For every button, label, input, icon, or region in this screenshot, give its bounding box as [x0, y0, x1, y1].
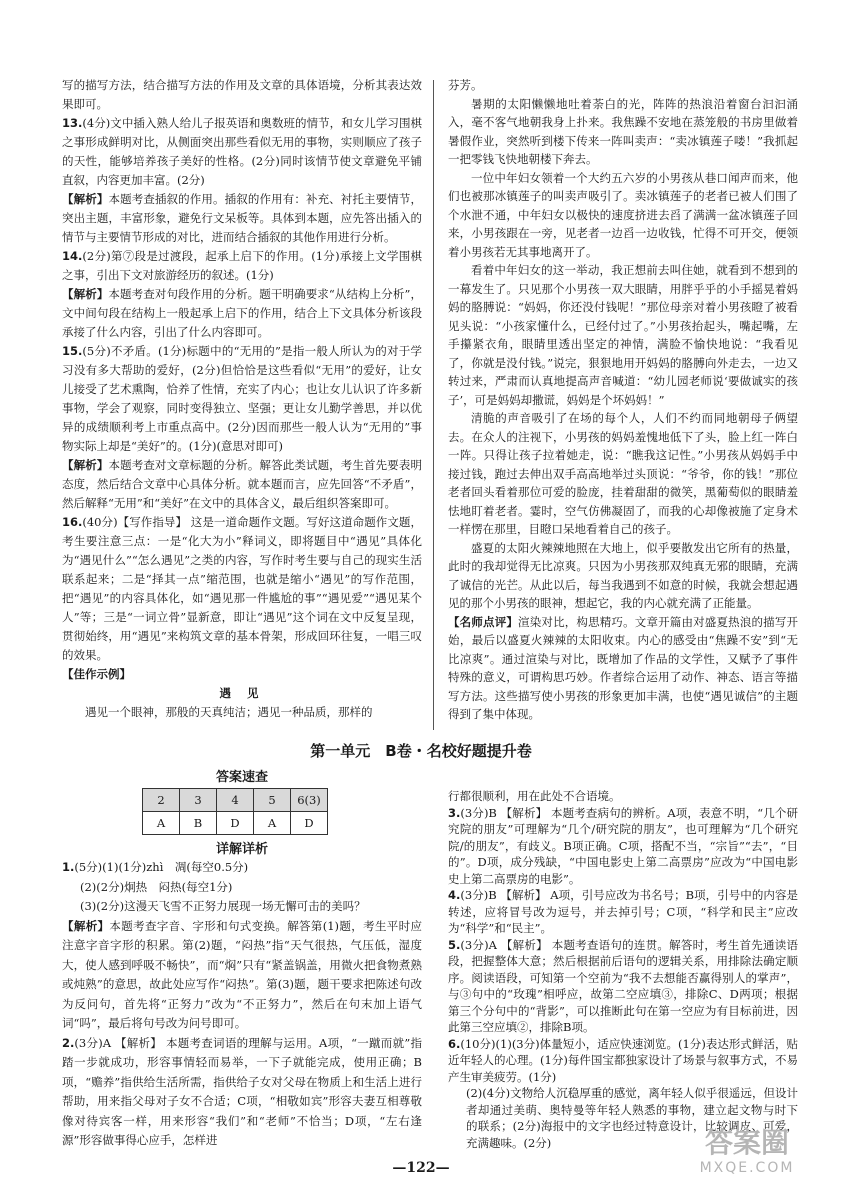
answer-item	[62, 456, 422, 513]
answer-item	[62, 247, 422, 285]
answer-item	[62, 878, 422, 898]
left-column-top	[62, 76, 422, 722]
answer-item	[62, 190, 422, 247]
right-column-top	[448, 76, 798, 724]
answer-text: 本题考查对文章标题的分析。解答此类试题，考生首先要表明态度，然后结合文章中心具体分析。就本题而言，应先回答“不矛盾”，然后解释“无用”和“美好”在文中的具体含义，最后组织答案即可。	[62, 458, 422, 510]
answer-text: (3)(2分)这漫天飞雪不正努力展现一场无懈可击的美吗？	[80, 899, 366, 913]
question-number: 5.	[448, 937, 461, 952]
essay-paragraph: 一位中年妇女领着一个大约五六岁的小男孩从巷口闻声而来，他们也被那冰镇莲子的叫卖声吸引了。卖冰镇莲子的老者已被人们围了个水泄不通，中年妇女以极快的速度挤进去舀了满满一盆冰镇莲子回来，小男孩跟在一旁，见老者一边舀一边收钱，忙得不可开交，便领着小男孩若无其事地离开了。	[448, 170, 798, 259]
answer-text: (5分)(1)(1分)zhì 凋(每空0.5分)	[74, 860, 249, 874]
answer-table-number: 3	[180, 789, 217, 812]
answer-table-number: 5	[254, 789, 291, 812]
watermark-small-text: MXQE.COM	[699, 1160, 795, 1176]
answer-table	[142, 788, 328, 835]
answer-item	[62, 1034, 422, 1151]
answer-text: 本题考查对句段作用的分析。题干明确要求“从结构上分析”，文中间句段在结构上一般起承上启下的作用，结合上下文具体分析该段承接了什么内容，引出了什么内容即可。	[62, 287, 422, 339]
answer-item	[62, 285, 422, 342]
answer-text: (3分)A 【解析】 本题考查语句的连贯。解答时，考生首先通读语段，把握整体大意；然后根据前后语句的逻辑关系，用排除法确定顺序。阅读语段，可知第一个空前为“我不去想能否赢得别人的掌声”，与③句中的“玫瑰”相呼应，故第二空应填③，排除C、D两项；根据第三个分句中的“背影”，可以推断此句在第一空应为有目标前进，因此第三空应填②，排除B项。	[448, 937, 798, 1034]
answer-text: (2)(4分)文物给人沉稳厚重的感觉，离年轻人似乎很遥远，但设计者却通过美萌、奥特曼等年轻人熟悉的事物，建立起文物与时下的联系；(2分)海报中的文字也经过特意设计，比较调皮、可爱，充满趣味。(2分)	[466, 1086, 798, 1150]
watermark-big-text: 答案圈	[704, 1126, 789, 1159]
answer-table-answer: D	[217, 812, 254, 835]
answer-table-number: 4	[217, 789, 254, 812]
essay-paragraph: 盛夏的太阳火辣辣地照在大地上，似乎要散发出它所有的热量，此时的我却觉得无比凉爽。只因为小男孩那双纯真无邪的眼睛，充满了诚信的光芒。从此以后，每当我遇到不如意的时候，我就会想起遇见的那个小男孩的眼神，想起它，我的内心就充满了正能量。	[448, 540, 798, 610]
answer-text: (3分)B 【解析】 本题考查病句的辨析。A项，表意不明，“几个研究院的朋友”可理解为“几个/研究院的朋友”，也可理解为“几个研究院/的朋友”，有歧义。B项正确。C项，搭配不当，“宗旨”“去”，“目的”。D项，成分残缺，“中国电影史上第二高票房”应改为“中国电影史上第二高票房的电影”。	[448, 805, 798, 886]
answer-item	[448, 788, 798, 805]
teacher-comment	[448, 613, 798, 724]
essay-paragraph: 芬芳。	[448, 78, 483, 92]
question-number: 14.	[62, 249, 83, 263]
comment-tag: 【名师点评】	[448, 614, 519, 629]
answer-item	[448, 1036, 798, 1086]
example-label: 【佳作示例】	[62, 667, 131, 681]
answer-item	[62, 513, 422, 665]
unit-title: 第一单元 B卷・名校好题提升卷	[310, 742, 532, 760]
answer-text: 行都很顺利，用在此处不合语境。	[448, 789, 621, 803]
answer-quick-check-heading: 答案速查	[215, 770, 268, 785]
answer-table-number: 6(3)	[291, 789, 328, 812]
analysis-tag: 【解析】	[62, 458, 109, 472]
answer-text: (2)(2分)炯热 闷热(每空1分)	[80, 879, 233, 894]
question-number: 15.	[62, 344, 83, 358]
answer-text: 本题考查字音、字形和句式变换。解答第(1)题，考生平时应注意字音字形的积累。第(2)题，“闷热”指“天气很热，气压低，湿度大，使人感到呼吸不畅快”，而“焖”只有“紧盖锅盖，用微火把食物煮熟或炖熟”的意思，故此处应写作“闷热”。第(3)题，题干要求把陈述句改为反问句，首先将“正努力”改为“不正努力”，然后在句末加上语气词“吗”，最后将句号改为问号即可。	[62, 918, 423, 1030]
answer-table-answers-row	[143, 812, 328, 835]
question-number: 1.	[62, 860, 75, 874]
answer-text: 本题考查插叙的作用。插叙的作用有：补充、衬托主要情节，突出主题，丰富形象，避免行文呆板等。具体到本题，应先答出插入的情节与主要情节形成的对比，进而结合插叙的其他作用进行分析。	[62, 192, 422, 244]
question-number: 13.	[62, 116, 83, 130]
answer-item	[62, 858, 422, 878]
answer-text: (10分)(1)(3分)体量短小，适应快速浏览。(1分)表达形式鲜活，贴近年轻人的心理。(1分)每件国宝都独家设计了场景与叙事方式，不易产生审美疲劳。(1分)	[448, 1036, 798, 1084]
answer-item	[62, 114, 422, 190]
comment-text: 渲染对比，构思精巧。文章开篇由对盛夏热浪的描写开始，最后以盛夏火辣辣的太阳收束。内心的感受由“焦躁不安”到“无比凉爽”。通过渲染与对比，既增加了作品的文学性，又赋予了事件特殊的意义，可谓构思巧妙。作者综合运用了动作、神态、语言等描写方法。这些描写使小男孩的形象更加丰满，也使“遇见诚信”的主题得到了集中体现。	[448, 614, 799, 721]
analysis-tag: 【解析】	[62, 192, 109, 206]
essay-paragraph: 看着中年妇女的这一举动，我正想前去叫住她，就看到不想到的一幕发生了。只见那个小男孩一双大眼睛，用胖乎乎的小手摇晃着妈妈的胳膊说：“妈妈，你还没付钱呢！”那位母亲对着小男孩瞪了被看见头说：“小孩家懂什么，已经付过了。”小男孩抬起头，嘴起嘴，左手攥紧衣角，眼睛里透出坚定的神情，满脸不愉快地说：“我看见了，你就是没付钱。”说完，狠狠地用开妈妈的胳膊向外走去，一边又转过来，严肃而认真地提高声音喊道：“幼儿园老师说‘要做诚实的孩子’，可是妈妈却撒谎，妈妈是个坏妈妈！”	[448, 263, 798, 407]
answer-text: (2分)第⑦段是过渡段，起承上启下的作用。(1分)承接上文学围棋之事，引出下文对旅游经历的叙述。(1分)	[62, 249, 422, 282]
answer-table-answer: A	[143, 812, 180, 835]
question-number: 4.	[448, 888, 461, 902]
answer-table-answer: A	[254, 812, 291, 835]
answer-text: (5分)不矛盾。(1分)标题中的“无用的”是指一般人所认为的对于学习没有多大帮助的爱好，(2分)但恰恰是这些看似“无用”的爱好，让女儿接受了艺术熏陶，恰养了性情，充实了内心；也让女儿认识了许多新事物，学会了观察，同时变得独立、坚强；更让女儿勤学善思，并以优异的成绩顺利考上市重点高中。(2分)因而那些一般人认为“无用的”事物实际上却是“美好”的。(1分)(意思对即可)	[62, 344, 422, 453]
answer-table-answer: B	[180, 812, 217, 835]
answer-text: (3分)B 【解析】 A项，引号应改为书名号；B项，引号中的内容是转述，应将冒号改为逗号，并去掉引号；C项，“科学和民主”应改为“科学”和“民主”。	[448, 888, 798, 935]
answer-item	[62, 76, 422, 114]
answer-item	[448, 937, 798, 1036]
answer-table-answer: D	[291, 812, 328, 835]
answer-text: (3分)A 【解析】 本题考查词语的理解与运用。A项，“一蹴而就”指踏一步就成功，形容事情轻而易举，一下子就能完成，使用正确；B项，“赡养”指供给生活所需，指供给子女对父母在物质上和生活上进行帮助，用来指父母对子女不合适；C项，“相敬如宾”形容夫妻互相尊敬像对待宾客一样，用来形容“我们”和“老师”不恰当；D项，“左右逢源”形容做事得心应手，怎样进	[62, 1035, 422, 1147]
answer-table-numbers-row	[143, 789, 328, 812]
watermark-logo	[692, 1126, 802, 1186]
answer-text: (4分)文中插入熟人给儿子报英语和奥数班的情节，和女儿学习围棋之事形成鲜明对比，从侧面突出那些看似无用的事物，实则顺应了孩子的天性，能够培养孩子美好的性格。(2分)同时该情节使文章避免平铺直叙，内容更加丰富。(2分)	[62, 116, 422, 187]
essay-paragraph: 暑期的太阳懒懒地吐着荼白的光，阵阵的热浪沿着窗台汩汩涌入，毫不客气地朝我身上扑来。我焦躁不安地在蒸笼般的书房里做着暑假作业，突然听到楼下传来一阵叫卖声：“卖冰镇莲子喽！”我抓起一把零钱飞快地朝楼下奔去。	[448, 96, 798, 166]
analysis-tag: 【解析】	[62, 287, 109, 301]
question-number: 16.	[62, 515, 83, 529]
answer-item	[62, 342, 422, 456]
question-number: 3.	[448, 805, 461, 820]
essay-title: 遇 见	[219, 686, 265, 700]
answer-item	[62, 917, 422, 1034]
answer-text: (40分)【写作指导】 这是一道命题作文题。写好这道命题作文题，考生要注意三点：一是“化大为小”释词义，即将题目中“遇见”具体化为“遇见什么”“怎么遇见”之类的内容，写作时考生要与自己的现实生活联系起来；二是“择其一点”缩范围，也就是缩小“遇见”的写作范围，把“遇见”的内容具体化，如“遇见那一件尴尬的事”“遇见爱”“遇见某个人”等；三是“一词立骨”显新意，即让“遇见”这个词在文中反复呈现，贯彻始终，用“遇见”来构筑文章的基本骨架，形成回环往复，一唱三叹的效果。	[62, 515, 422, 662]
answer-item	[448, 805, 798, 888]
question-number: 6.	[448, 1036, 461, 1051]
page-number: —122—	[392, 1160, 450, 1176]
answer-text: 写的描写方法，结合描写方法的作用及文章的具体语境，分析其表达效果即可。	[62, 78, 422, 111]
analysis-tag: 【解析】	[62, 918, 110, 933]
answer-item	[448, 887, 798, 937]
left-column-bottom	[62, 858, 422, 1151]
question-number: 2.	[62, 1035, 75, 1050]
answer-item	[62, 897, 422, 917]
right-column-bottom	[448, 788, 798, 1151]
essay-paragraph: 清脆的声音吸引了在场的每个人，人们不约而同地朝母子俩望去。在众人的注视下，小男孩的妈妈羞愧地低下了头，脸上红一阵白一阵。只得让孩子拉着她走，说：“瞧我这记性。”小男孩从妈妈手中接过钱，跑过去伸出双手高高地举过头顶说：“爷爷，你的钱！”那位老者回头看着那位可爱的脸庞，挂着甜甜的微笑，黑葡萄似的眼睛羞怯地盯着老者。霎时，空气仿佛凝固了，而我的心却像被施了定身术一样愣在那里，目瞪口呆地看着自己的孩子。	[448, 411, 798, 536]
answer-table-number: 2	[143, 789, 180, 812]
column-divider	[433, 80, 434, 730]
essay-paragraph: 遇见一个眼神，那般的天真纯洁；遇见一种品质，那样的	[85, 705, 373, 719]
detailed-explanation-heading: 详解详析	[215, 842, 268, 857]
